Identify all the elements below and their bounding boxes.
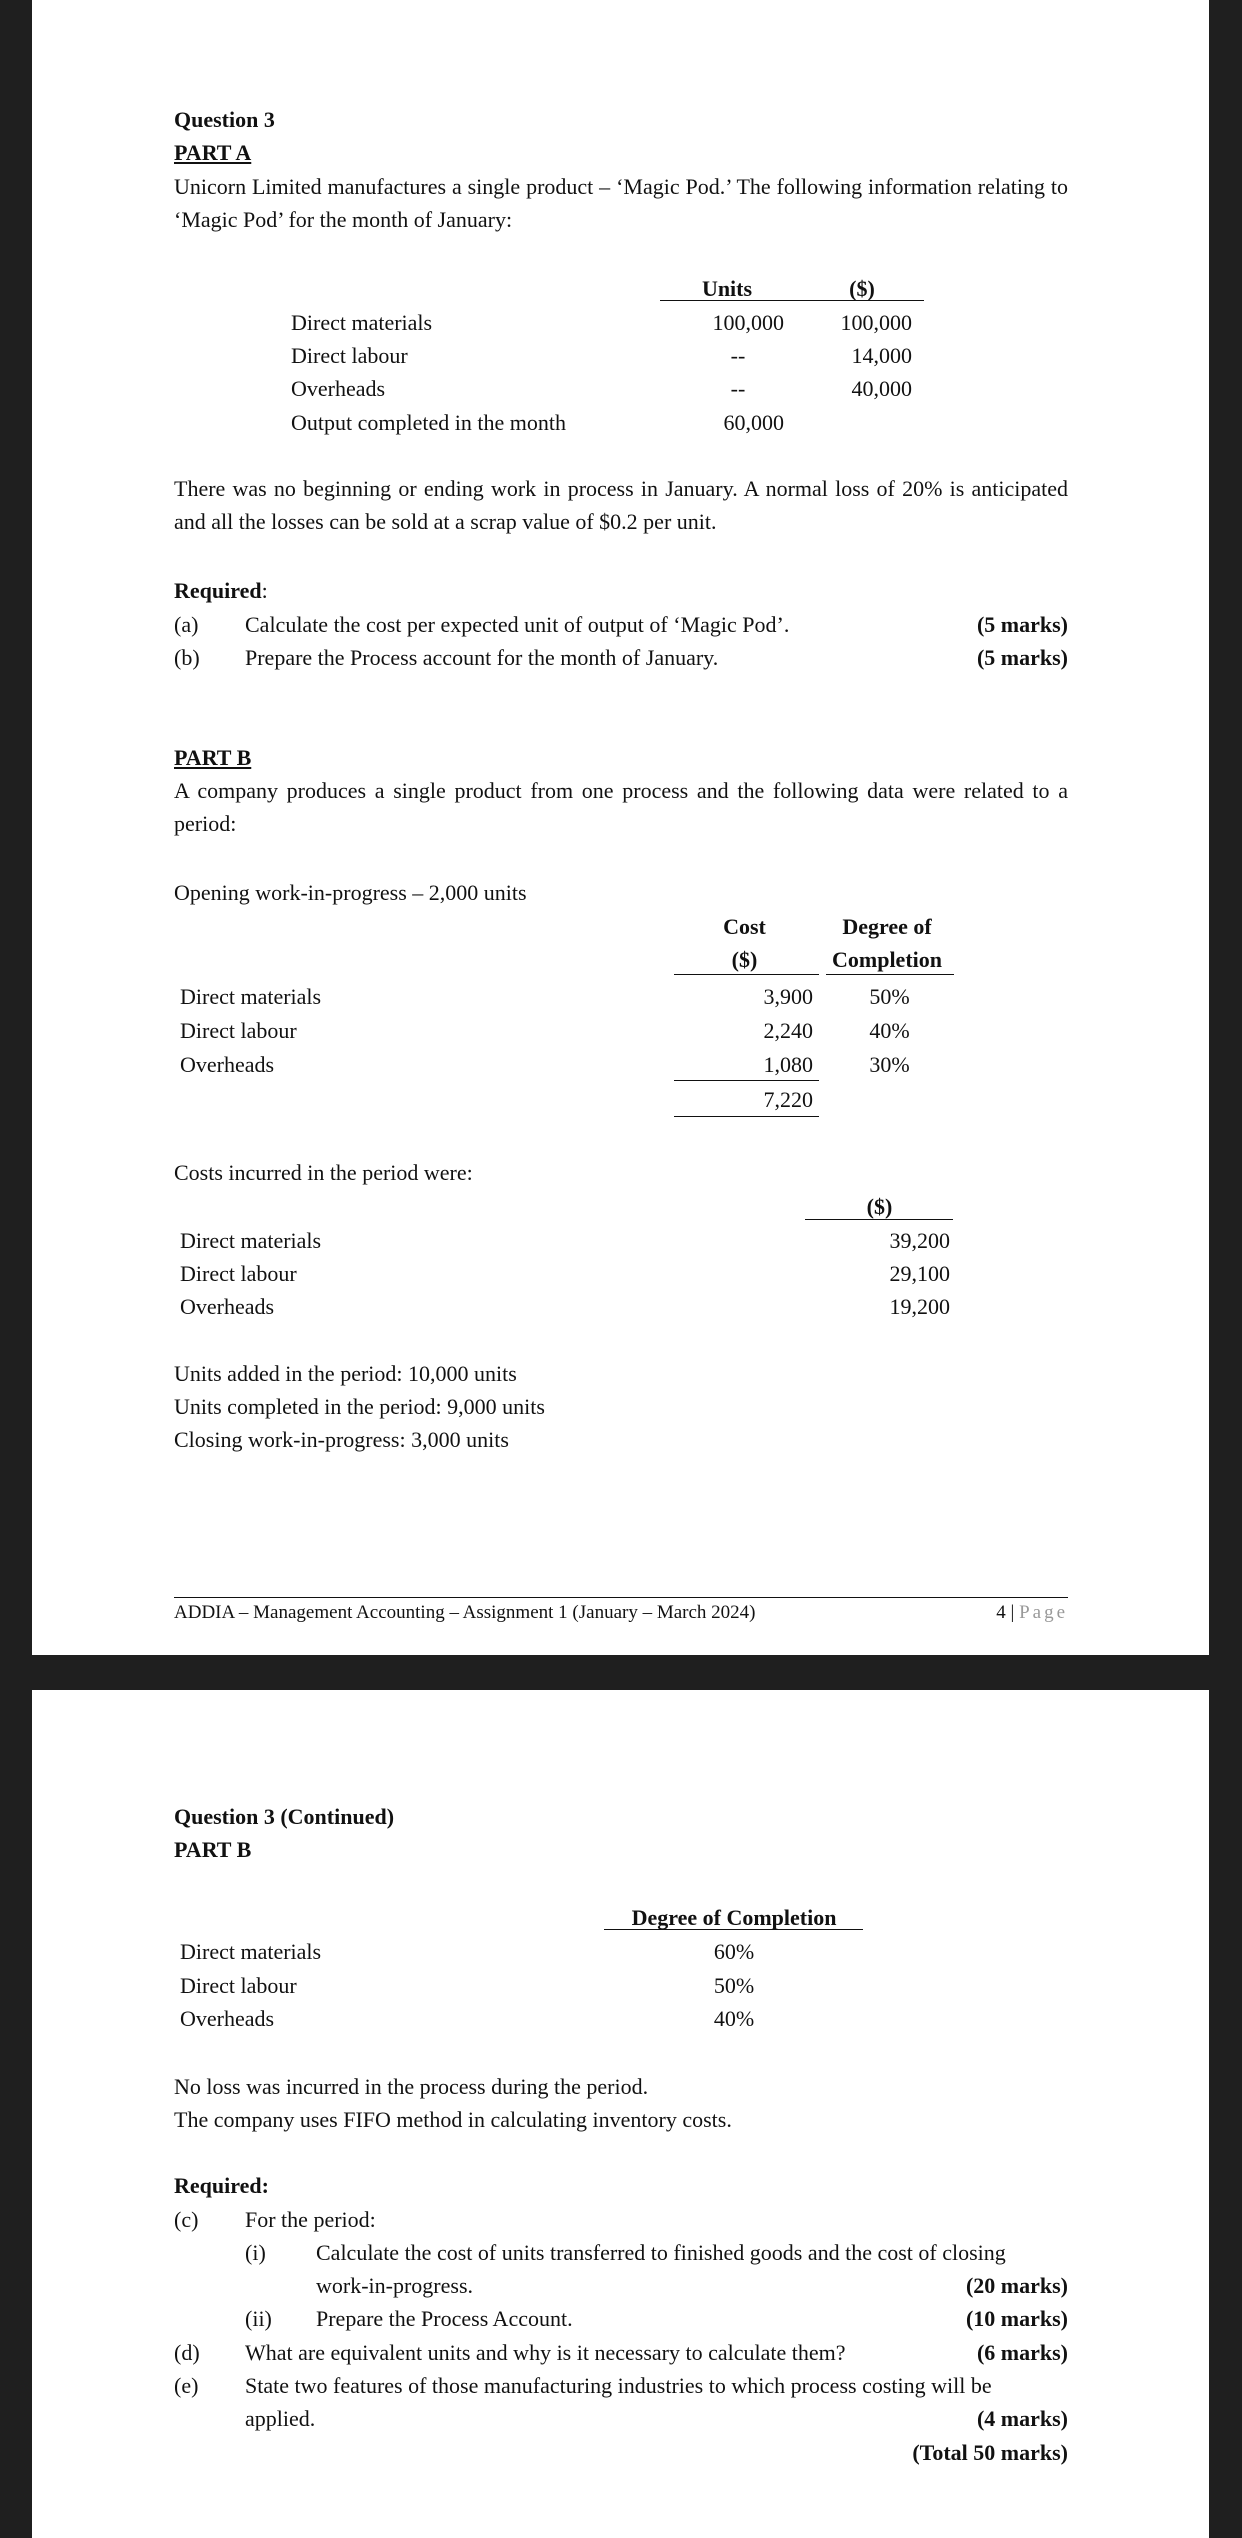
part-a-note: There was no beginning or ending work in process in January. A normal loss of 20% is anticipated and all the losses can be sold at a scrap value of $0.2 per unit. [174, 476, 1068, 534]
row-value: 60% [713, 1939, 755, 1964]
row-label: Direct materials [291, 310, 433, 335]
row-cost: 1,080 [763, 1052, 813, 1077]
continued-title: Question 3 (Continued) [174, 1804, 395, 1829]
costs-header-underline [805, 1219, 953, 1220]
row-label: Direct labour [180, 1018, 297, 1043]
subitem-text: Prepare the Process Account. [316, 2306, 573, 2331]
amount-header: ($) [849, 276, 875, 301]
wip-total: 7,220 [763, 1087, 813, 1112]
units-added: Units added in the period: 10,000 units [174, 1361, 517, 1386]
costs-intro: Costs incurred in the period were: [174, 1160, 473, 1185]
cost-underline [674, 974, 819, 975]
units-header: Units [701, 276, 753, 301]
total-bottom-line [674, 1116, 819, 1117]
completion-header: Completion [832, 947, 942, 972]
closing-wip: Closing work-in-progress: 3,000 units [174, 1427, 509, 1452]
total-top-line [674, 1080, 819, 1081]
part-a-intro: Unicorn Limited manufactures a single product – ‘Magic Pod.’ The following information relating to ‘Magic Pod’ for the month of January: [174, 174, 1068, 232]
opening-wip: Opening work-in-progress – 2,000 units [174, 880, 527, 905]
no-loss-line: No loss was incurred in the process during the period. [174, 2074, 649, 2099]
item-marks: (6 marks) [976, 2340, 1068, 2365]
row-units: 100,000 [712, 310, 784, 335]
row-value: 50% [713, 1973, 755, 1998]
header-underline [660, 300, 924, 301]
row-label: Direct labour [180, 1973, 297, 1998]
row-value: 19,200 [889, 1294, 950, 1319]
item-text: What are equivalent units and why is it necessary to calculate them? [245, 2340, 846, 2365]
row-label: Overheads [180, 1294, 275, 1319]
cost-header-unit: ($) [731, 947, 758, 972]
subitem-number: (ii) [245, 2306, 272, 2331]
item-number: (c) [174, 2207, 199, 2232]
item-number: (d) [174, 2340, 200, 2365]
row-amount: 14,000 [851, 343, 912, 368]
degree-header: Degree of [842, 914, 932, 939]
part-b-heading: PART B [174, 745, 252, 770]
row-degree: 50% [869, 984, 910, 1009]
item-marks: (5 marks) [976, 612, 1068, 637]
units-completed: Units completed in the period: 9,000 units [174, 1394, 545, 1419]
footer-text: ADDIA – Management Accounting – Assignment 1 (January – March 2024) [174, 1602, 756, 1623]
row-amount: 40,000 [851, 376, 912, 401]
row-cost: 3,900 [763, 984, 813, 1009]
row-units: -- [730, 376, 746, 401]
subitem-number: (i) [245, 2240, 266, 2265]
row-amount: 100,000 [840, 310, 912, 335]
footer-rule [174, 1597, 1068, 1598]
part-b-label: PART B [174, 1837, 252, 1862]
total-marks: (Total 50 marks) [912, 2440, 1068, 2465]
row-label: Direct materials [180, 1228, 322, 1253]
item-text: Prepare the Process account for the month of January. [245, 645, 719, 670]
row-value: 29,100 [889, 1261, 950, 1286]
row-label: Output completed in the month [291, 410, 566, 435]
row-value: 39,200 [889, 1228, 950, 1253]
row-label: Direct labour [180, 1261, 297, 1286]
item-marks: (20 marks) [965, 2273, 1068, 2298]
row-label: Overheads [291, 376, 386, 401]
row-label: Overheads [180, 1052, 275, 1077]
row-units: -- [730, 343, 746, 368]
row-label: Direct materials [180, 984, 322, 1009]
fifo-line: The company uses FIFO method in calculating inventory costs. [174, 2107, 732, 2132]
costs-header: ($) [866, 1194, 893, 1219]
item-marks: (5 marks) [976, 645, 1068, 670]
document-page-1 [32, 0, 1209, 1655]
row-units: 60,000 [723, 410, 784, 435]
part-b-intro: A company produces a single product from one process and the following data were related to a period: [174, 778, 1068, 836]
cost-header: Cost [723, 914, 766, 939]
part-a-heading: PART A [174, 140, 252, 165]
item-text: applied. [245, 2406, 316, 2431]
row-degree: 30% [869, 1052, 910, 1077]
item-text: State two features of those manufacturing industries to which process costing will be [245, 2373, 992, 2398]
question-title: Question 3 [174, 107, 275, 132]
item-marks: (10 marks) [965, 2306, 1068, 2331]
row-label: Overheads [180, 2006, 275, 2031]
row-label: Direct labour [291, 343, 408, 368]
degree-header: Degree of Completion [631, 1905, 837, 1930]
row-value: 40% [713, 2006, 755, 2031]
item-number: (a) [174, 612, 199, 637]
row-label: Direct materials [180, 1939, 322, 1964]
item-number: (e) [174, 2373, 199, 2398]
item-text: For the period: [245, 2207, 376, 2232]
subitem-text: work-in-progress. [316, 2273, 474, 2298]
item-text: Calculate the cost per expected unit of output of ‘Magic Pod’. [245, 612, 790, 637]
degree-underline [826, 974, 954, 975]
item-marks: (4 marks) [976, 2406, 1068, 2431]
required-heading: Required: [174, 2173, 269, 2198]
row-degree: 40% [869, 1018, 910, 1043]
subitem-text: Calculate the cost of units transferred to finished goods and the cost of closing [316, 2240, 1006, 2265]
item-number: (b) [174, 645, 200, 670]
degree-header-underline [604, 1929, 863, 1930]
row-cost: 2,240 [763, 1018, 813, 1043]
required-heading: Required: [174, 578, 268, 603]
page-number: 4 | Page [996, 1602, 1068, 1623]
document-page-2 [32, 1690, 1209, 2538]
